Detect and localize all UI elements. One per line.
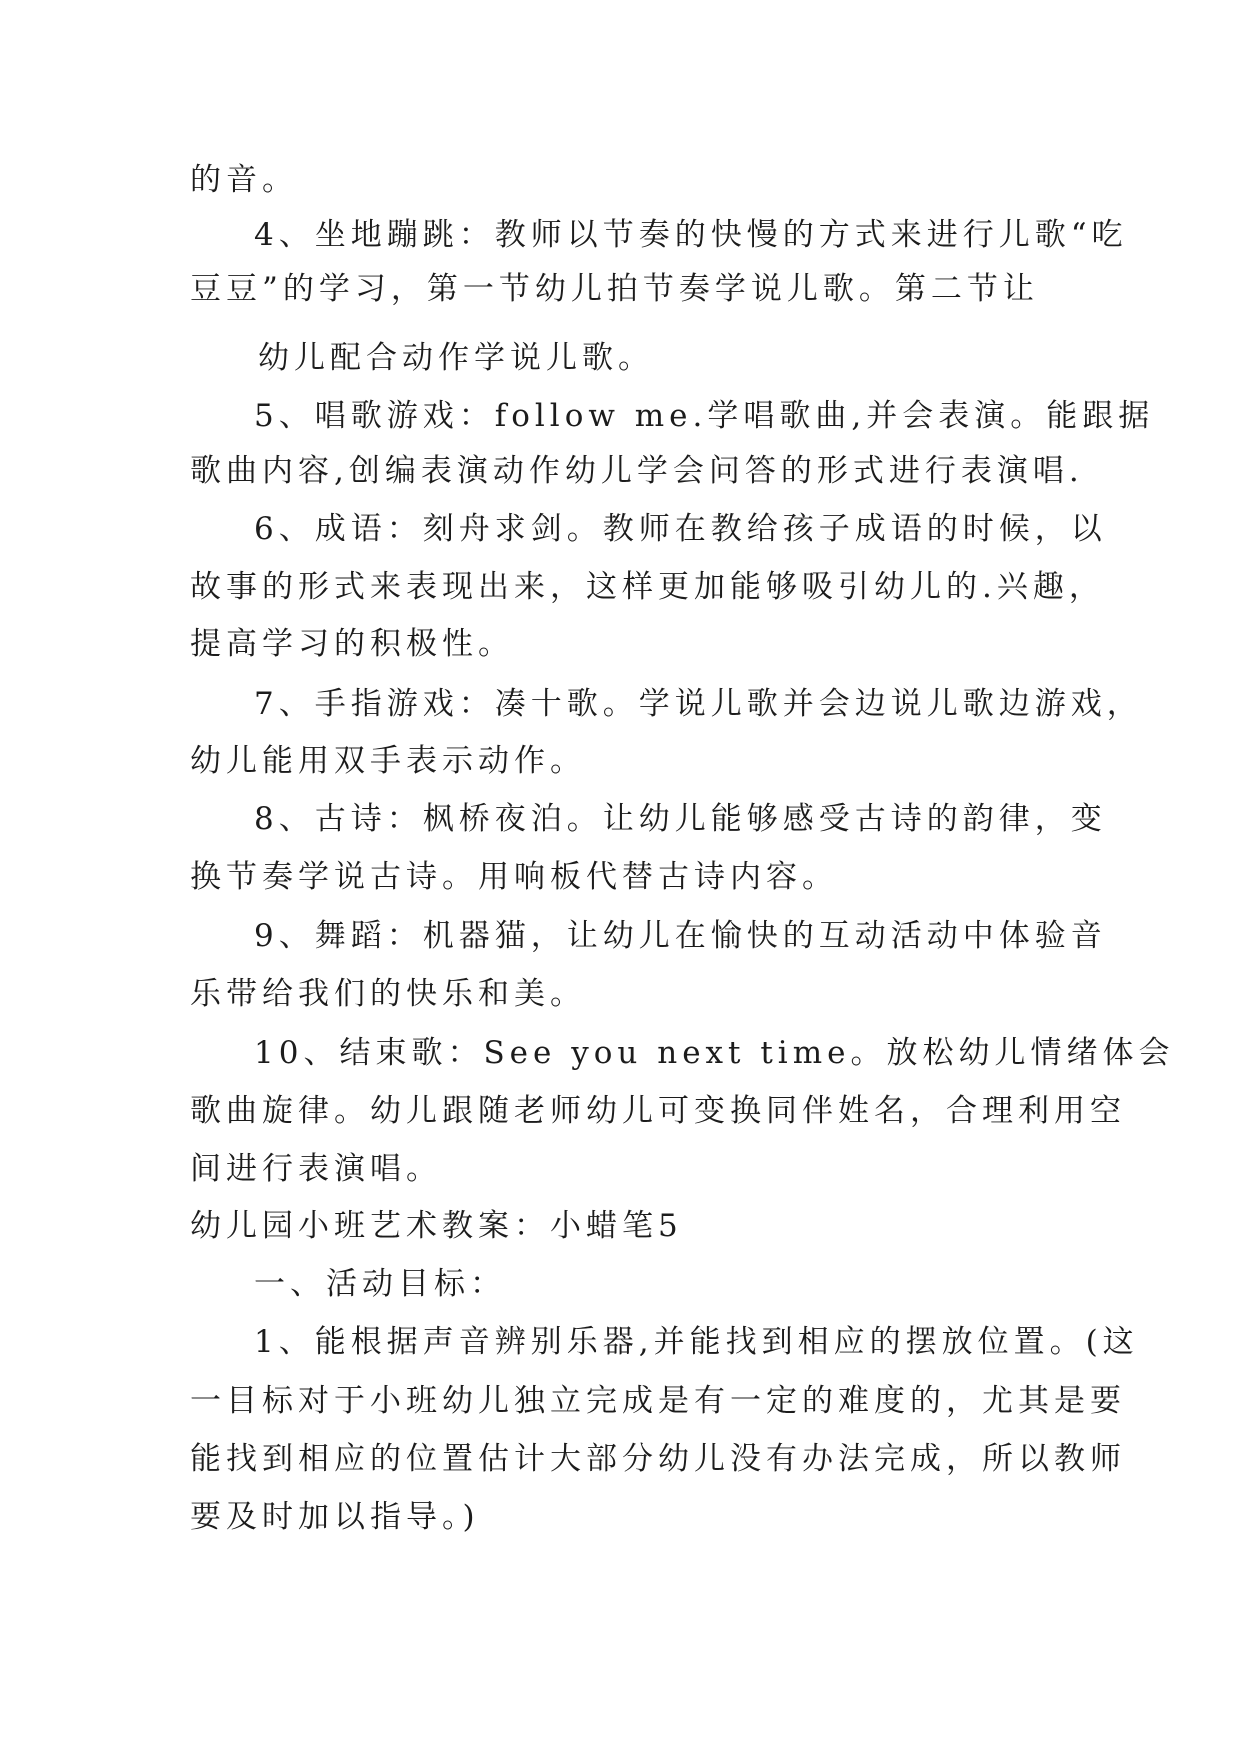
text-line: 故事的形式来表现出来，这样更加能够吸引幼儿的.兴趣，: [190, 569, 1105, 605]
text-line: 一目标对于小班幼儿独立完成是有一定的难度的，尤其是要: [190, 1383, 1126, 1419]
text-line: 间进行表演唱。: [190, 1151, 442, 1187]
text-line: 要及时加以指导。): [190, 1499, 480, 1535]
text-line: 乐带给我们的快乐和美。: [190, 976, 586, 1012]
subheading: 一、活动目标：: [254, 1266, 506, 1302]
text-line: 5、唱歌游戏：follow me.学唱歌曲,并会表演。能跟据: [254, 398, 1155, 434]
text-line: 歌曲内容,创编表演动作幼儿学会问答的形式进行表演唱.: [190, 453, 1084, 489]
text-line: 提高学习的积极性。: [190, 626, 514, 662]
text-line: 幼儿能用双手表示动作。: [190, 743, 586, 779]
text-line: 换节奏学说古诗。用响板代替古诗内容。: [190, 859, 838, 895]
text-line: 的音。: [190, 162, 298, 198]
text-line: 10、结束歌：See you next time。放松幼儿情绪体会: [254, 1035, 1175, 1071]
text-line: 6、成语：刻舟求剑。教师在教给孩子成语的时候，以: [254, 511, 1107, 547]
text-line: 9、舞蹈：机器猫，让幼儿在愉快的互动活动中体验音: [254, 918, 1107, 954]
text-line: 歌曲旋律。幼儿跟随老师幼儿可变换同伴姓名，合理利用空: [190, 1093, 1126, 1129]
text-line: 7、手指游戏：凑十歌。学说儿歌并会边说儿歌边游戏，: [254, 686, 1143, 722]
text-line: 1、能根据声音辨别乐器,并能找到相应的摆放位置。(这: [254, 1324, 1139, 1360]
text-line: 豆豆”的学习，第一节幼儿拍节奏学说儿歌。第二节让: [190, 271, 1039, 307]
text-line: 幼儿配合动作学说儿歌。: [258, 340, 654, 376]
section-heading: 幼儿园小班艺术教案：小蜡笔5: [190, 1208, 683, 1244]
text-line: 8、古诗：枫桥夜泊。让幼儿能够感受古诗的韵律，变: [254, 801, 1107, 837]
text-line: 4、坐地蹦跳：教师以节奏的快慢的方式来进行儿歌“吃: [254, 217, 1128, 253]
text-line: 能找到相应的位置估计大部分幼儿没有办法完成，所以教师: [190, 1441, 1126, 1477]
